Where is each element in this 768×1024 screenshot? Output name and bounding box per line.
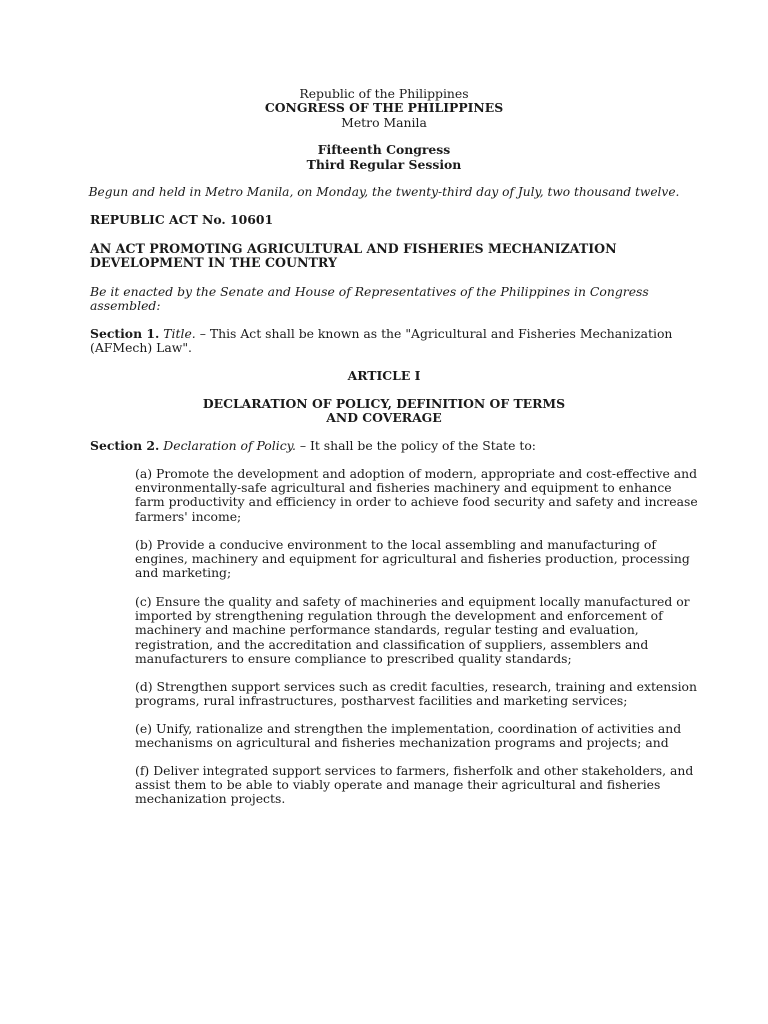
policy-f-line: assist them to be able to viably operate and manage their agricultural and fisheries xyxy=(135,777,661,793)
article-subtitle xyxy=(0,397,768,425)
act-title-line-2: DEVELOPMENT IN THE COUNTRY xyxy=(90,255,337,271)
policy-item-c xyxy=(135,595,695,666)
policy-c-line: imported by strengthening regulation through the development and enforcement of xyxy=(135,608,663,624)
act-number xyxy=(90,213,690,227)
section-1-heading: Title. xyxy=(163,326,196,341)
policy-b-line: engines, machinery and equipment for agricultural and fisheries production, processing xyxy=(135,551,690,567)
policy-a-line: farmers' income; xyxy=(135,508,242,524)
section-1-line-1 xyxy=(90,327,690,341)
enacting-clause xyxy=(90,285,690,313)
policy-item-e xyxy=(135,722,695,750)
header-location-text: Metro Manila xyxy=(341,115,427,130)
section-2-line xyxy=(90,439,690,453)
header-congress xyxy=(0,101,768,115)
section-2-label: Section 2. xyxy=(90,438,160,453)
congress-number xyxy=(0,143,768,157)
act-title-line-1: AN ACT PROMOTING AGRICULTURAL AND FISHERIES MECHANIZATION xyxy=(90,241,617,256)
policy-item-b xyxy=(135,538,695,581)
section-2-heading: Declaration of Policy. xyxy=(163,438,296,453)
policy-item-d xyxy=(135,679,698,709)
begun-clause-text: Begun and held in Metro Manila, on Monday, the twenty-third day of July, two thousand twelve. xyxy=(88,185,680,199)
begun-clause xyxy=(0,185,768,199)
section-1 xyxy=(90,327,690,355)
policy-e-line: (e) Unify, rationalize and strengthen the implementation, coordination of activities and xyxy=(135,721,682,736)
article-subtitle-line-1: DECLARATION OF POLICY, DEFINITION OF TERMS xyxy=(202,396,566,411)
enacting-clause-line-2: assembled: xyxy=(90,298,161,314)
section-2 xyxy=(90,439,690,453)
act-title xyxy=(90,242,690,270)
header-congress-text: CONGRESS OF THE PHILIPPINES xyxy=(264,100,504,115)
policy-item-a xyxy=(135,466,698,524)
article-title-text: ARTICLE I xyxy=(347,368,421,383)
congress-number-text: Fifteenth Congress xyxy=(317,142,451,157)
enacting-clause-line-1: Be it enacted by the Senate and House of Representatives of the Philippines in Congress xyxy=(90,284,649,299)
article-title xyxy=(0,369,768,383)
policy-a-line: farm productivity and efficiency in order to achieve food security and safety and increase xyxy=(135,494,698,510)
article-subtitle-line-2: AND COVERAGE xyxy=(326,410,442,426)
section-1-label: Section 1. xyxy=(90,326,160,341)
policy-d-line: (d) Strengthen support services such as credit faculties, research, training and extension xyxy=(135,679,698,694)
policy-c-line: machinery and machine performance standards, regular testing and evaluation, xyxy=(135,622,639,638)
policy-b-line: and marketing; xyxy=(135,565,232,581)
policy-e-line: mechanisms on agricultural and fisheries mechanization programs and projects; and xyxy=(135,735,669,751)
section-1-text: – This Act shall be known as the "Agricultural and Fisheries Mechanization xyxy=(195,326,673,341)
policy-item-f xyxy=(135,764,695,807)
policy-d-line: programs, rural infrastructures, postharvest facilities and marketing services; xyxy=(135,693,628,709)
policy-f-line: mechanization projects. xyxy=(135,791,286,807)
section-2-text: – It shall be the policy of the State to: xyxy=(295,438,536,453)
session-name xyxy=(0,158,768,172)
session-name-text: Third Regular Session xyxy=(306,157,462,172)
header-location xyxy=(0,116,768,130)
act-number-text: REPUBLIC ACT No. 10601 xyxy=(90,212,274,227)
policy-c-line: registration, and the accreditation and classification of suppliers, assemblers and xyxy=(135,636,649,652)
header-republic-text: Republic of the Philippines xyxy=(299,86,469,101)
policy-a-line: (a) Promote the development and adoption of modern, appropriate and cost-effective and xyxy=(135,466,698,481)
policy-f-line: (f) Deliver integrated support services to farmers, fisherfolk and other stakeholders, and xyxy=(135,763,694,778)
policy-c-line: (c) Ensure the quality and safety of machineries and equipment locally manufactured or xyxy=(135,594,690,609)
policy-c-line: manufacturers to ensure compliance to prescribed quality standards; xyxy=(135,650,572,666)
policy-b-line: (b) Provide a conducive environment to the local assembling and manufacturing of xyxy=(135,537,656,552)
policy-a-line: environmentally-safe agricultural and fisheries machinery and equipment to enhance xyxy=(135,480,672,496)
section-1-line-2: (AFMech) Law". xyxy=(90,340,192,356)
